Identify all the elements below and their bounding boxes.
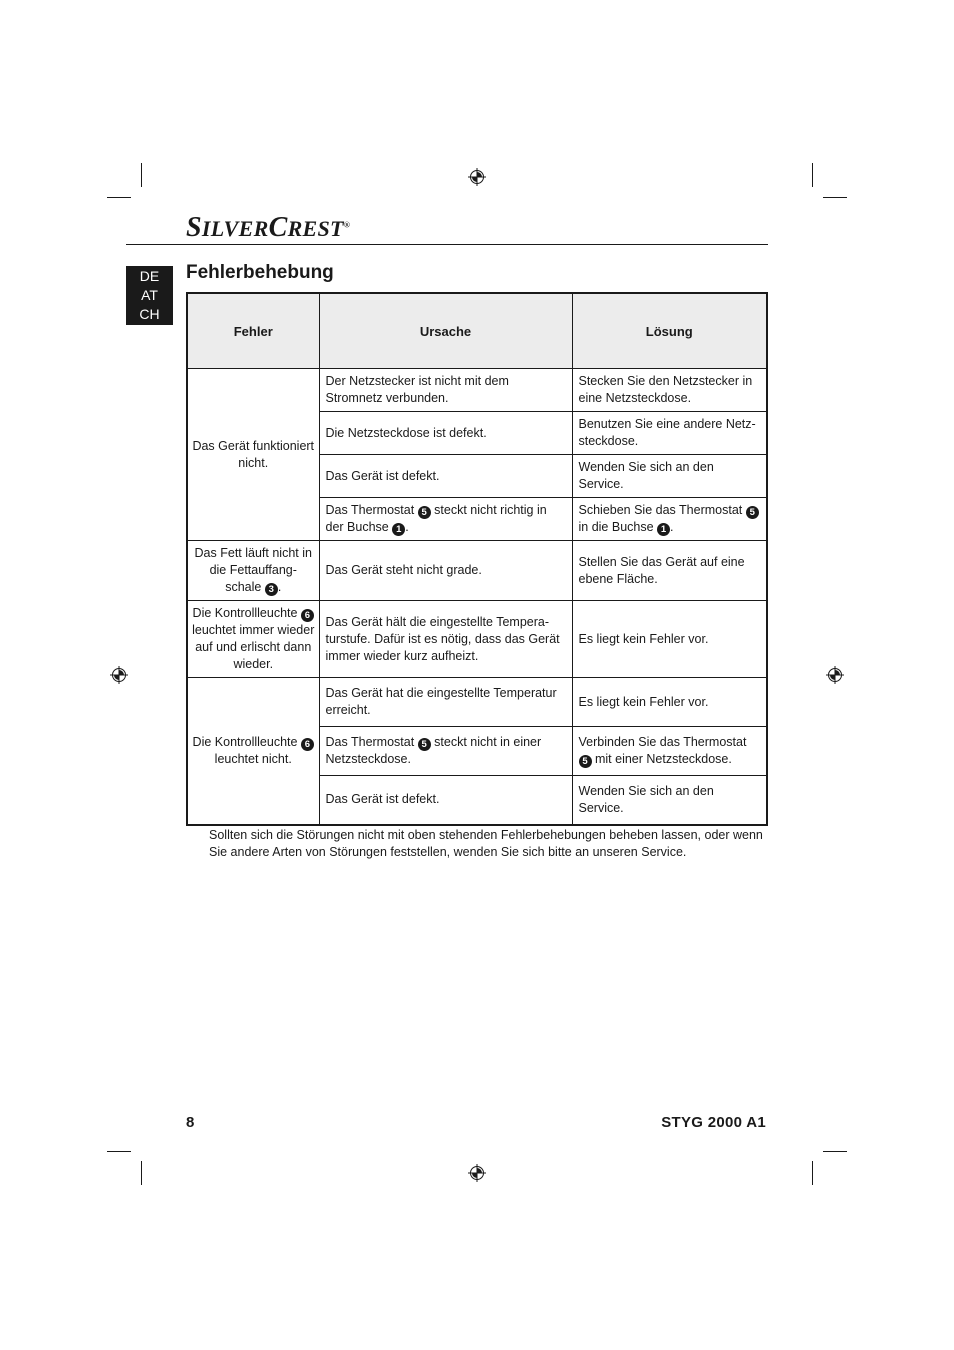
- ursache-cell: Das Gerät hat die eingestellte Temperatur erreicht.: [319, 678, 572, 727]
- loesung-cell: Benutzen Sie eine andere Netz-steckdose.: [572, 412, 767, 455]
- part-number-badge: 6: [301, 738, 314, 751]
- crop-mark-icon: [107, 1151, 131, 1152]
- fehler-cell: Die Kontrollleuchte 6 leuchtet nicht.: [187, 678, 319, 825]
- crop-mark-icon: [823, 197, 847, 198]
- fehler-cell: Das Fett läuft nicht in die Fettauffang-schale 3 .: [187, 541, 319, 601]
- crop-mark-icon: [812, 1161, 813, 1185]
- crop-mark-icon: [812, 163, 813, 187]
- ursache-cell: Das Gerät ist defekt.: [319, 776, 572, 825]
- page-title: Fehlerbehebung: [186, 262, 334, 283]
- part-number-badge: 1: [657, 523, 670, 536]
- table-row: [187, 678, 767, 727]
- part-number-badge: 5: [746, 506, 759, 519]
- registration-mark-icon: [468, 168, 486, 186]
- ursache-cell: Das Thermostat 5 steckt nicht richtig in der Buchse 1 .: [319, 498, 572, 541]
- part-number-badge: 5: [579, 755, 592, 768]
- part-number-badge: 5: [418, 506, 431, 519]
- troubleshooting-table: [186, 292, 768, 826]
- lang-at: AT: [141, 287, 158, 303]
- registration-mark-icon: [110, 666, 128, 684]
- ursache-cell: Das Gerät steht nicht grade.: [319, 541, 572, 601]
- column-header-fehler: Fehler: [187, 293, 319, 369]
- crop-mark-icon: [107, 197, 131, 198]
- ursache-cell: Das Thermostat 5 steckt nicht in einer Netzsteckdose.: [319, 727, 572, 776]
- loesung-cell: Es liegt kein Fehler vor.: [572, 601, 767, 678]
- table-row: [187, 541, 767, 601]
- fehler-cell: Die Kontrollleuchte 6 leuchtet immer wieder auf und erlischt dann wieder.: [187, 601, 319, 678]
- header-rule: [126, 244, 768, 245]
- loesung-cell: Wenden Sie sich an den Service.: [572, 776, 767, 825]
- column-header-ursache: Ursache: [319, 293, 572, 369]
- loesung-cell: Stellen Sie das Gerät auf eine ebene Fläche.: [572, 541, 767, 601]
- table-header-row: [187, 293, 767, 369]
- table-row: [187, 601, 767, 678]
- ursache-cell: Das Gerät ist defekt.: [319, 455, 572, 498]
- loesung-cell: Es liegt kein Fehler vor.: [572, 678, 767, 727]
- ursache-cell: Der Netzstecker ist nicht mit dem Stromnetz verbunden.: [319, 369, 572, 412]
- page-number: 8: [186, 1114, 195, 1131]
- lang-de: DE: [139, 268, 160, 284]
- registration-mark-icon: [468, 1164, 486, 1182]
- brand-logo: SILVERCREST®: [186, 212, 351, 243]
- loesung-cell: Schieben Sie das Thermostat 5 in die Buchse 1 .: [572, 498, 767, 541]
- part-number-badge: 1: [392, 523, 405, 536]
- part-number-badge: 5: [418, 738, 431, 751]
- ursache-cell: Das Gerät hält die eingestellte Tempera-turstufe. Dafür ist es nötig, dass das Gerät immer wieder kurz aufheizt.: [319, 601, 572, 678]
- crop-mark-icon: [141, 1161, 142, 1185]
- service-note: Sollten sich die Störungen nicht mit oben stehenden Fehlerbehebungen beheben lassen, oder wenn Sie andere Arten von Störungen feststellen, wenden Sie sich bitte an unseren Service.: [209, 828, 763, 859]
- model-number: STYG 2000 A1: [661, 1114, 766, 1131]
- table-row: [187, 369, 767, 412]
- ursache-cell: Die Netzsteckdose ist defekt.: [319, 412, 572, 455]
- loesung-cell: Wenden Sie sich an den Service.: [572, 455, 767, 498]
- crop-mark-icon: [823, 1151, 847, 1152]
- fehler-cell: Das Gerät funktioniert nicht.: [187, 369, 319, 541]
- loesung-cell: Verbinden Sie das Thermostat 5 mit einer Netzsteckdose.: [572, 727, 767, 776]
- lang-ch: CH: [139, 306, 160, 322]
- crop-mark-icon: [141, 163, 142, 187]
- part-number-badge: 6: [301, 609, 314, 622]
- language-tab: [126, 266, 173, 325]
- registration-mark-icon: [826, 666, 844, 684]
- loesung-cell: Stecken Sie den Netzstecker in eine Netzsteckdose.: [572, 369, 767, 412]
- column-header-loesung: Lösung: [572, 293, 767, 369]
- part-number-badge: 3: [265, 583, 278, 596]
